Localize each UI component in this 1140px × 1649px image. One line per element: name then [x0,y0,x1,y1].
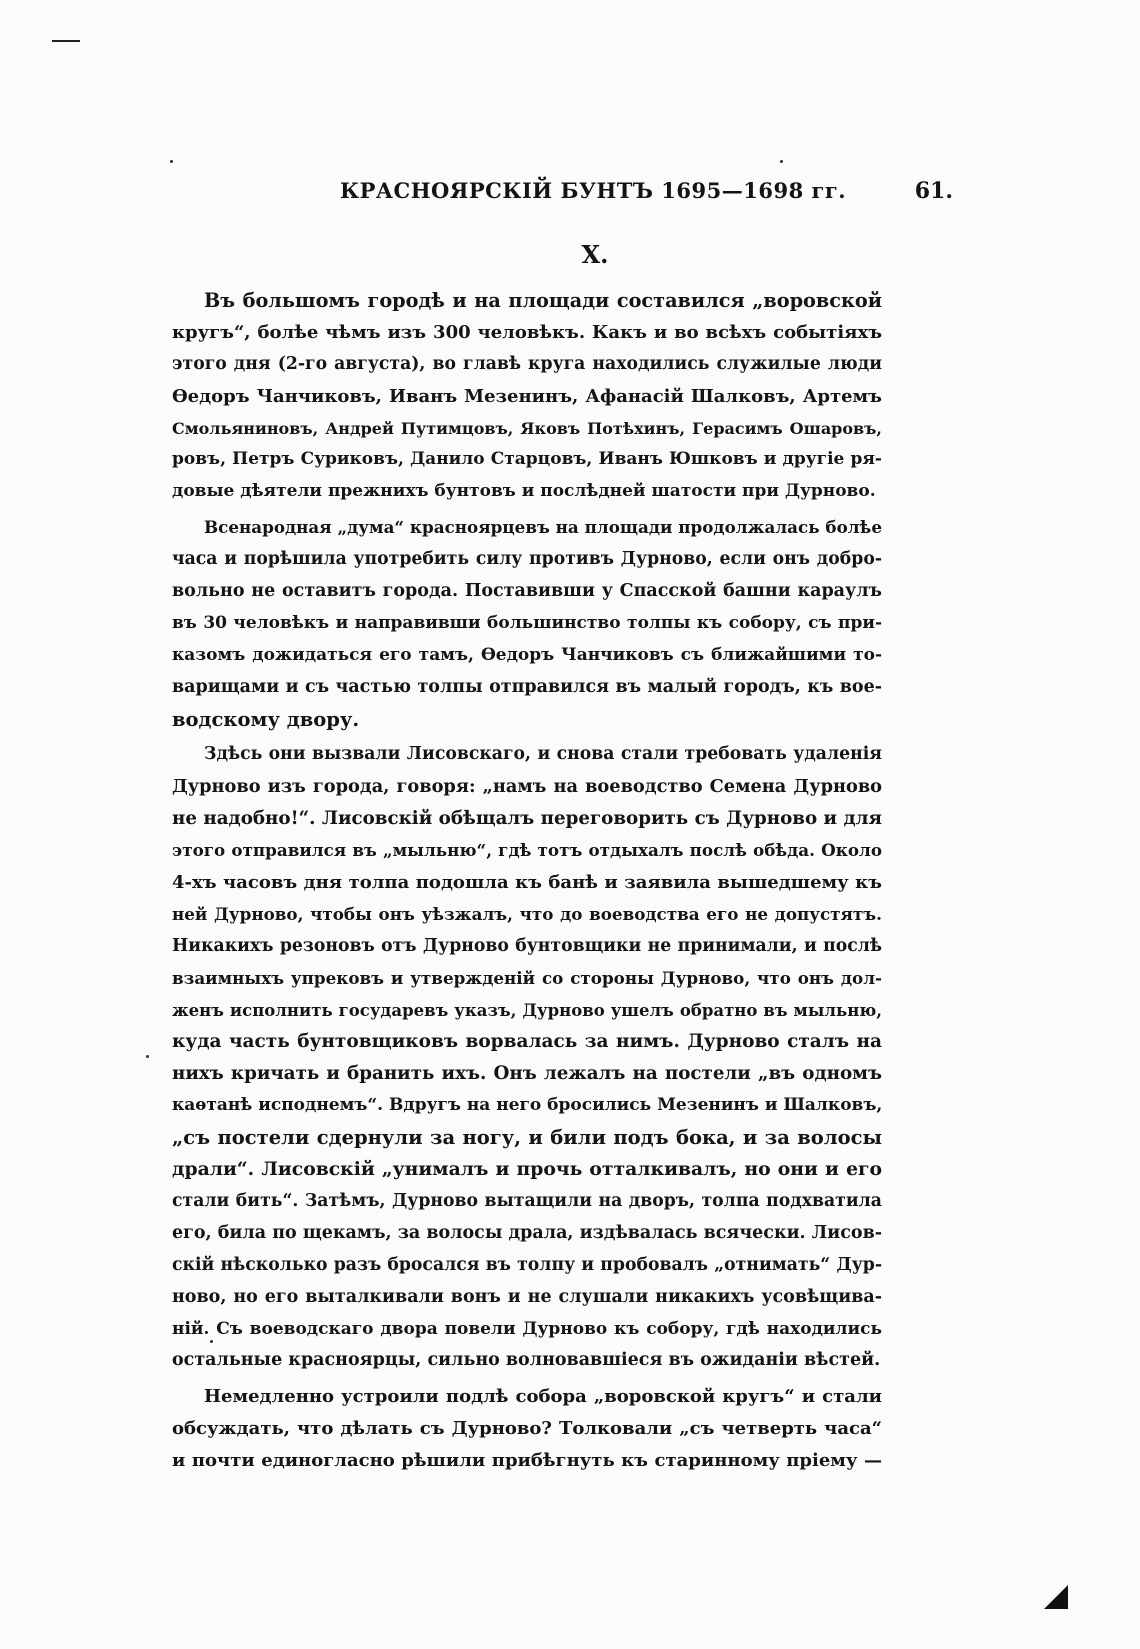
text-line: Здѣсь они вызвали Лисовскаго, и снова стали требовать удаленія [204,744,882,765]
text-line: варищами и съ частью толпы отправился въ малый городъ, къ вое- [172,676,882,697]
running-head [178,178,953,214]
text-line: ній. Съ воеводскаго двора повели Дурново къ собору, гдѣ находились [172,1318,882,1339]
paragraph [172,1381,882,1477]
scan-speck [146,1055,149,1058]
text-line: Всенародная „дума“ красноярцевъ на площади продолжалась болѣе [204,517,882,538]
text-line: Никакихъ резоновъ отъ Дурново бунтовщики не принимали, и послѣ [172,935,882,956]
scan-speck [210,1340,213,1343]
text-line: довые дѣятели прежнихъ бунтовъ и послѣдней шатости при Дурново. [172,481,876,502]
text-line: нихъ кричать и бранить ихъ. Онъ лежалъ на постели „въ одномъ [172,1063,882,1085]
text-line: Дурново изъ города, говоря: „намъ на воеводство Семена Дурново [172,776,882,798]
text-line: ней Дурново, чтобы онъ уѣзжалъ, что до воеводства его не допустятъ. [172,903,882,924]
scan-edge-mark [52,40,80,42]
text-line: драли“. Лисовскій „унималъ и прочь отталкивалъ, но они и его [172,1158,882,1181]
text-line: этого отправился въ „мыльню“, гдѣ тотъ отдыхалъ послѣ обѣда. Около [172,840,882,861]
text-line: часа и порѣшила употребить силу противъ Дурново, если онъ добро- [172,549,882,570]
paragraph [172,512,882,735]
page-number: 61. [914,178,953,204]
body-text [172,285,882,1481]
text-line: этого дня (2-го августа), во главѣ круга находились служилые люди [172,353,882,374]
paragraph [172,739,882,1377]
text-line: кругъ“, болѣе чѣмъ изъ 300 человѣкъ. Какъ и во всѣхъ событіяхъ [172,321,882,343]
text-line: взаимныхъ упрековъ и утвержденій со стороны Дурново, что онъ дол- [172,967,882,988]
text-line: его, била по щекамъ, за волосы драла, издѣвалась всячески. Лисов- [172,1222,882,1243]
scan-speck [170,160,173,163]
text-line: казомъ дожидаться его тамъ, Ѳедоръ Чанчиковъ съ ближайшими то- [172,644,882,665]
text-line: стали бить“. Затѣмъ, Дурново вытащили на дворъ, толпа подхватила [172,1190,882,1211]
text-line: каѳтанѣ исподнемъ“. Вдругъ на него бросились Мезенинъ и Шалковъ, [172,1095,883,1116]
text-line: Ѳедоръ Чанчиковъ, Иванъ Мезенинъ, Афанасій Шалковъ, Артемъ [172,385,882,407]
text-line: ново, но его выталкивали вонъ и не слушали никакихъ усовѣщива- [172,1286,882,1307]
text-line: „съ постели сдернули за ногу, и били подъ бока, и за волосы [172,1126,882,1150]
scan-corner-mark [1044,1585,1068,1609]
text-line: Смольяниновъ, Андрей Путимцовъ, Яковъ Потѣхинъ, Герасимъ Ошаровъ, [172,418,882,438]
text-line: и почти единогласно рѣшили прибѣгнуть къ старинному пріему — [172,1450,882,1472]
text-line: не надобно!“. Лисовскій обѣщалъ переговорить съ Дурново и для [172,808,882,830]
text-line: водскому двору. [172,707,360,731]
scan-speck [780,160,783,163]
text-line: куда часть бунтовщиковъ ворвалась за нимъ. Дурново сталъ на [172,1031,882,1053]
section-number: X. [581,240,609,269]
text-line: 4-хъ часовъ дня толпа подошла къ банѣ и заявила вышедшему къ [172,872,882,894]
text-line: скій нѣсколько разъ бросался въ толпу и пробовалъ „отнимать“ Дур- [172,1254,882,1275]
paragraph [172,285,882,508]
running-head-title: КРАСНОЯРСКІЙ БУНТЪ 1695—1698 гг. [340,178,847,203]
text-line: Немедленно устроили подлѣ собора „воровской кругъ“ и стали [204,1386,882,1408]
text-line: ровъ, Петръ Суриковъ, Данило Старцовъ, Иванъ Юшковъ и другіе ря- [172,449,882,470]
text-line: женъ исполнить государевъ указъ, Дурново ушелъ обратно въ мыльню, [172,1000,882,1020]
text-line: Въ большомъ городѣ и на площади составился „воровской [204,289,882,312]
text-line: въ 30 человѣкъ и направивши большинство толпы къ собору, съ при- [172,612,882,633]
text-line: обсуждать, что дѣлать съ Дурново? Толковали „съ четверть часа“ [172,1418,882,1440]
text-line: вольно не оставитъ города. Поставивши у Спасской башни караулъ [172,581,882,602]
text-line: остальные красноярцы, сильно волновавшіеся въ ожиданіи вѣстей. [172,1350,881,1371]
